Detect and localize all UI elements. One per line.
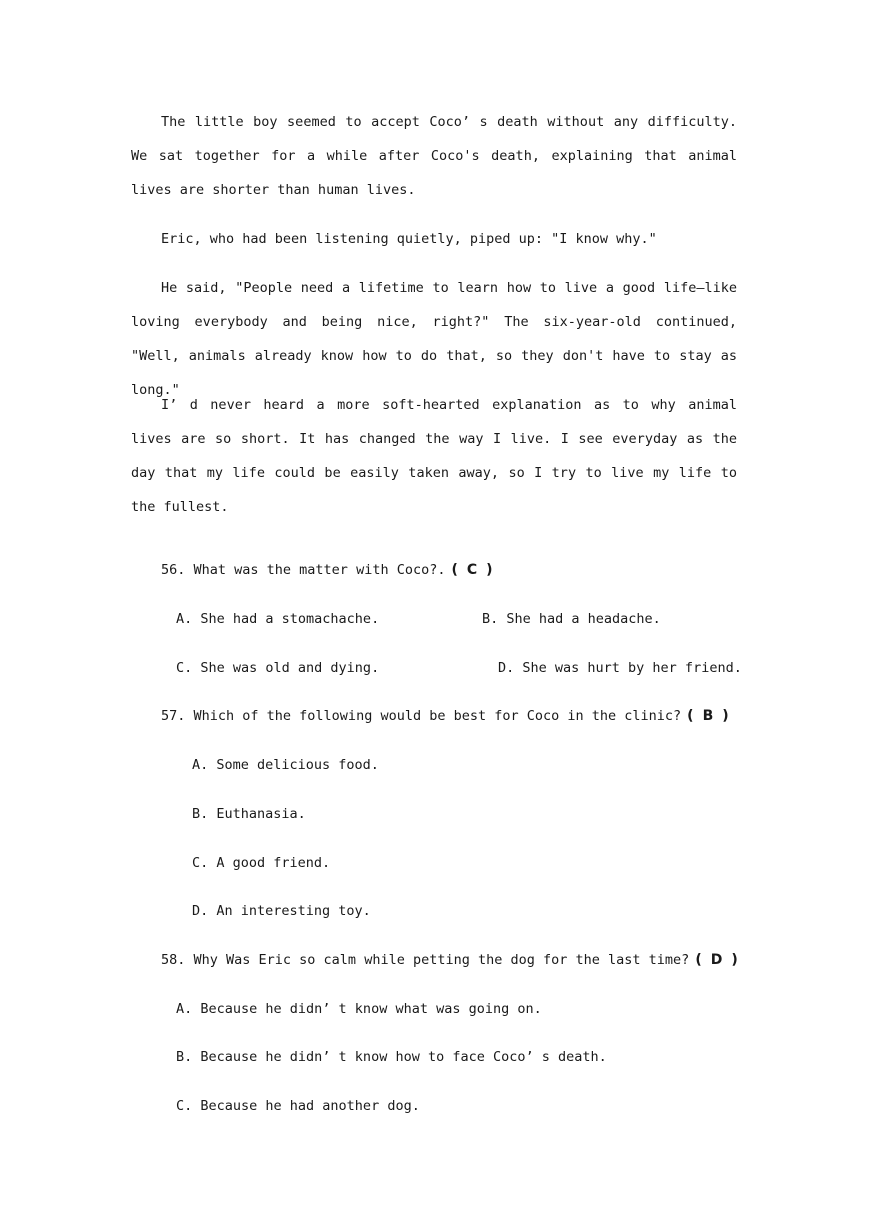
answer-letter: D — [710, 952, 723, 968]
option-58-b: B. Because he didn’ t know how to face Coco’ s death. — [176, 1049, 607, 1065]
option-57-d: D. An interesting toy. — [192, 903, 371, 919]
passage-paragraph-1: The little boy seemed to accept Coco’ s death without any difficulty. We sat together for a while after Coco's death, explaining that animal lives are shorter than human lives. — [131, 114, 737, 198]
option-57-a: A. Some delicious food. — [192, 757, 379, 773]
question-stem: 58. Why Was Eric so calm while petting the dog for the last time? — [161, 952, 690, 968]
option-56-b: B. She had a headache. — [482, 611, 661, 627]
passage-paragraph-4: I’ d never heard a more soft-hearted explanation as to why animal lives are so short. It has changed the way I live. I see everyday as the day that my life could be easily taken away, so I try to live my life to the fullest. — [131, 397, 737, 515]
option-56-a: A. She had a stomachache. — [176, 611, 380, 627]
answer-bracket: ( D ) — [695, 952, 738, 968]
passage-paragraph-3: He said, "People need a lifetime to learn how to live a good life—like loving everybody and being nice, right?" The six-year-old continued, "Well, animals already know how to do that, so they don't have to stay as long." — [131, 280, 737, 398]
passage-paragraph-2: Eric, who had been listening quietly, piped up: "I know why." — [161, 231, 657, 247]
answer-letter: B — [702, 708, 714, 724]
question-stem: 57. Which of the following would be best for Coco in the clinic? — [161, 708, 682, 724]
question-stem: 56. What was the matter with Coco?. — [161, 562, 446, 578]
option-57-c: C. A good friend. — [192, 855, 331, 871]
option-56-d: D. She was hurt by her friend. — [498, 660, 742, 676]
answer-bracket: ( C ) — [451, 562, 493, 578]
question-58 — [161, 950, 738, 970]
option-57-b: B. Euthanasia. — [192, 806, 306, 822]
answer-letter: C — [466, 562, 478, 578]
answer-bracket: ( B ) — [687, 708, 729, 724]
option-58-a: A. Because he didn’ t know what was going on. — [176, 1001, 542, 1017]
question-56 — [161, 560, 493, 580]
option-56-c: C. She was old and dying. — [176, 660, 380, 676]
option-58-c: C. Because he had another dog. — [176, 1098, 420, 1114]
question-57 — [161, 706, 729, 726]
